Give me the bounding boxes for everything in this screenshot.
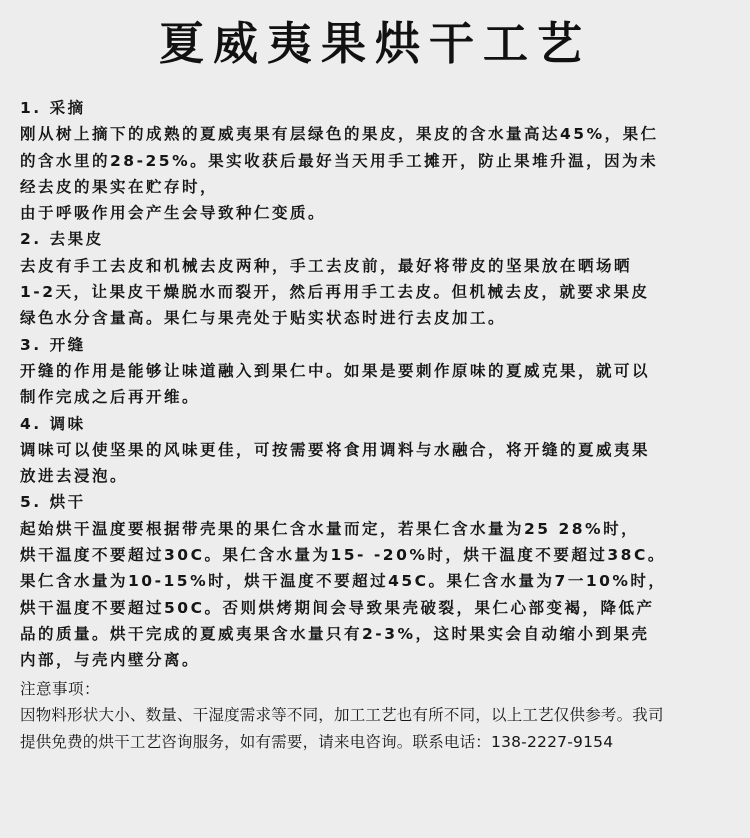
paragraph-line: 烘干温度不要超过30C。果仁含水量为15- -20%时，烘干温度不要超过38C。: [20, 546, 666, 565]
section-heading: 1. 采摘: [20, 99, 86, 117]
paragraph-line: 1-2天，让果皮干燥脱水而裂开，然后再用手工去皮。但机械去皮，就要求果皮: [20, 283, 650, 302]
article-body: [20, 95, 732, 756]
notes-line: 提供免费的烘干工艺咨询服务，如有需要，请来电咨询。联系电话：138-2227-9154: [20, 732, 614, 751]
paragraph-line: 烘干温度不要超过50C。否则烘烤期间会导致果壳破裂，果仁心部变褐，降低产: [20, 598, 655, 617]
paragraph-line: 开缝的作用是能够让味道融入到果仁中。如果是要刺作原味的夏威克果，就可以: [20, 361, 651, 380]
paragraph-line: 调味可以使坚果的风味更佳，可按需要将食用调料与水融合，将开缝的夏威夷果: [20, 440, 651, 459]
section-heading: 3. 开缝: [20, 335, 86, 354]
notes-heading: 注意事项：: [20, 679, 101, 698]
paragraph-line: 由于呼吸作用会产生会导致种仁变质。: [20, 204, 327, 223]
page-title: 夏威夷果烘干工艺: [158, 17, 591, 70]
paragraph-line: 经去皮的果实在贮存时，: [20, 177, 219, 196]
paragraph-line: 起始烘干温度要根据带壳果的果仁含水量而定，若果仁含水量为25 28%时，: [20, 519, 640, 538]
section-heading: 4. 调味: [20, 414, 86, 433]
paragraph-line: 绿色水分含量高。果仁与果壳处于贴实状态时进行去皮加工。: [20, 309, 507, 328]
paragraph-line: 刚从树上摘下的成熟的夏威夷果有层绿色的果皮，果皮的含水量高达45%，果仁: [20, 125, 659, 144]
notes-line: 因物料形状大小、数量、干湿度需求等不同，加工工艺也有所不同，以上工艺仅供参考。我司: [20, 705, 664, 724]
paragraph-line: 去皮有手工去皮和机械去皮两种，手工去皮前，最好将带皮的坚果放在晒场晒: [20, 256, 633, 275]
paragraph-line: 内部，与壳内壁分离。: [20, 651, 201, 670]
paragraph-line: 的含水里的28-25%。果实收获后最好当天用手工摊开，防止果堆升温，因为未: [20, 151, 659, 170]
paragraph-line: 放进去浸泡。: [20, 467, 129, 486]
section-heading: 2. 去果皮: [20, 230, 104, 249]
paragraph-line: 果仁含水量为10-15%时，烘干温度不要超过45C。果仁含水量为7一10%时，: [20, 572, 667, 591]
paragraph-line: 品的质量。烘干完成的夏威夷果含水量只有2-3%，这时果实会自动缩小到果壳: [20, 624, 650, 643]
section-heading: 5. 烘干: [20, 493, 86, 512]
paragraph-line: 制作完成之后再开维。: [20, 388, 201, 407]
